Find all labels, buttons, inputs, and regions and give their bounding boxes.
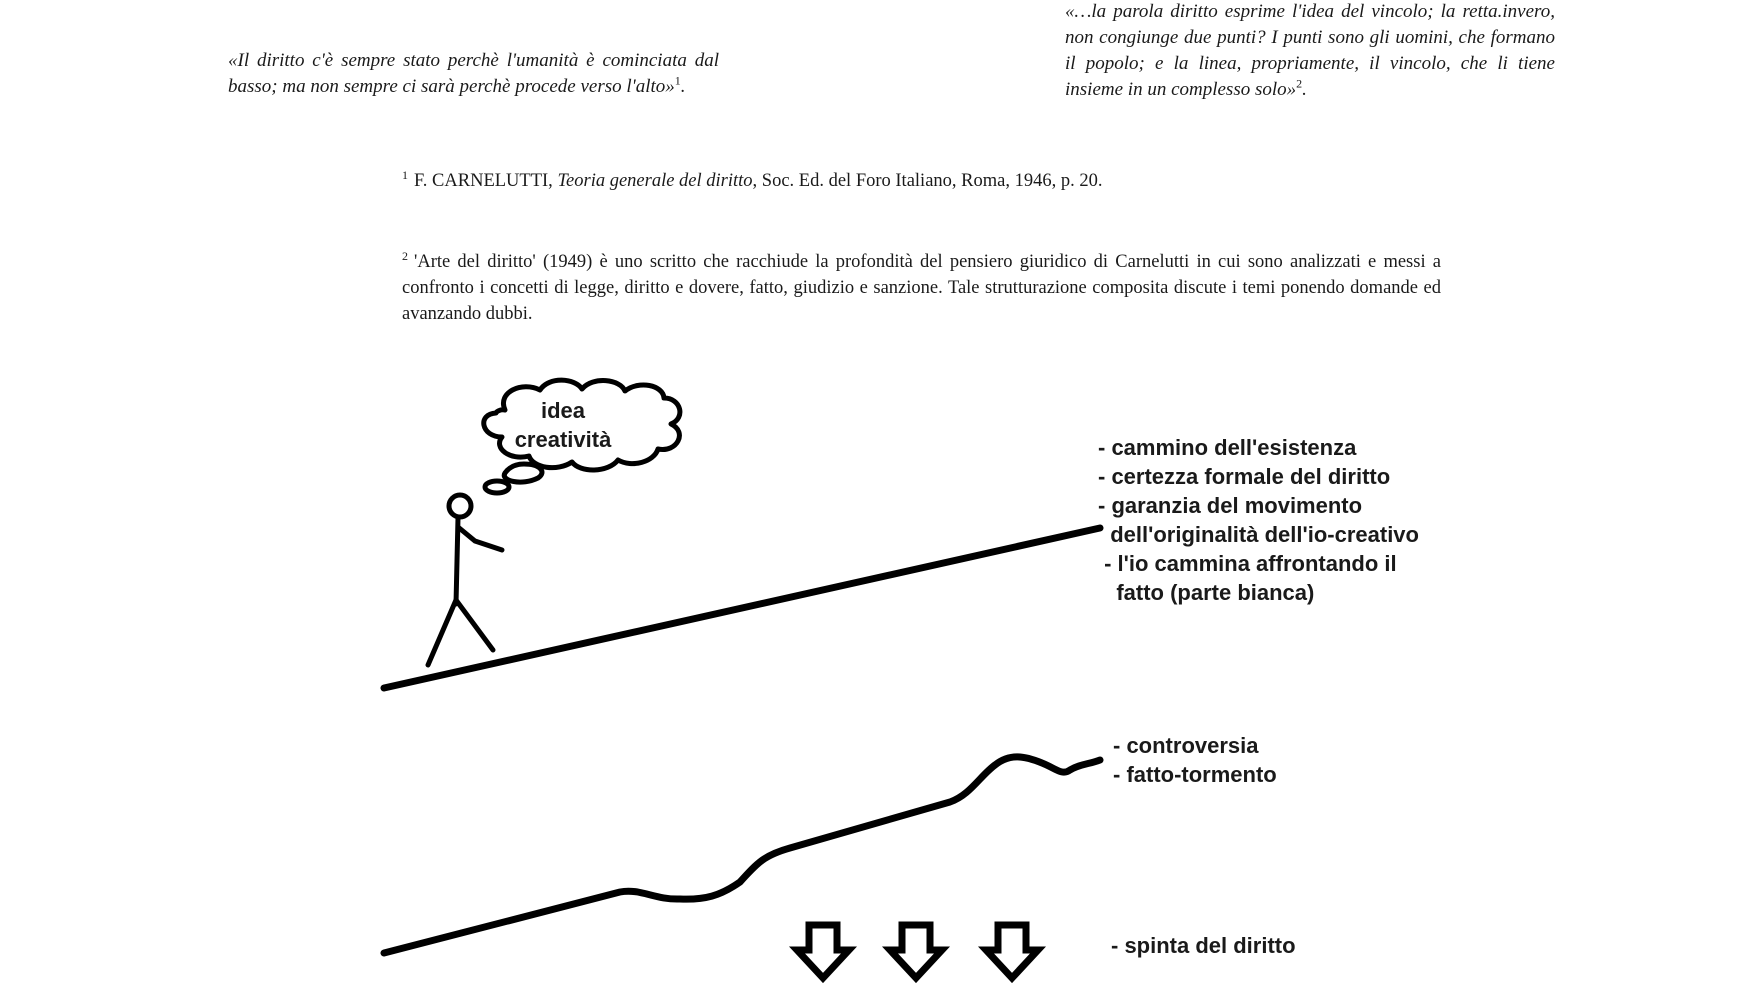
middle-labels-list — [1113, 731, 1277, 789]
thought-bubble-line-1: idea — [540, 398, 586, 423]
list-item: - spinta del diritto — [1111, 933, 1296, 958]
list-item: dell'originalità dell'io-creativo — [1098, 522, 1419, 547]
top-labels-list — [1098, 433, 1419, 607]
down-arrow-icon — [986, 925, 1038, 978]
quote-left-end: . — [680, 76, 686, 97]
list-item: - cammino dell'esistenza — [1098, 435, 1357, 460]
list-item: fatto (parte bianca) — [1098, 580, 1315, 605]
list-item: - fatto-tormento — [1113, 762, 1277, 787]
quote-right-end: . — [1302, 79, 1307, 100]
down-arrow-icon — [797, 925, 849, 978]
quote-right-text: «…la parola diritto esprime l'idea del vincolo; la retta.invero, non congiunge due punti? I punti sono gli uomini, che formano il popolo; e la linea, propriamente, il vincolo, che li tiene insieme in un complesso solo» — [1065, 1, 1555, 100]
footnote-2-number: 2 — [402, 248, 408, 263]
footnote-1-title: Teoria generale del diritto — [557, 171, 753, 191]
list-item: - controversia — [1113, 733, 1259, 758]
footnote-1-rest: , Soc. Ed. del Foro Italiano, Roma, 1946, p. 20. — [752, 171, 1103, 191]
bottom-labels-list — [1111, 931, 1296, 960]
footnote-1-number: 1 — [402, 167, 408, 182]
controversy-line — [384, 757, 1100, 953]
walking-person-icon — [428, 495, 502, 665]
down-arrow-icon — [890, 925, 942, 978]
footnote-2-text: 'Arte del diritto' (1949) è uno scritto che racchiude la profondità del pensiero giuridico di Carnelutti in cui sono analizzati e messi a confronto i concetti di legge, diritto e dovere, fatto, giudizio e sanzione. Tale strutturazione composita discute i temi ponendo domande ed avanzando dubbi. — [402, 252, 1441, 324]
list-item: - garanzia del movimento — [1098, 493, 1363, 518]
quote-left-text: «Il diritto c'è sempre stato perchè l'umanità è cominciata dal basso; ma non sempre ci sarà perchè procede verso l'alto» — [228, 50, 719, 97]
thought-bubble-text — [503, 396, 623, 454]
footnote-ref-2: 2 — [1296, 76, 1303, 91]
thought-bubble-line-2: creatività — [514, 427, 612, 452]
list-item: - l'io cammina affrontando il — [1098, 551, 1397, 576]
footnote-ref-1: 1 — [674, 73, 681, 88]
path-of-existence-line — [384, 528, 1100, 688]
list-item: - certezza formale del diritto — [1098, 464, 1391, 489]
footnote-1-author: F. CARNELUTTI, — [414, 171, 553, 191]
